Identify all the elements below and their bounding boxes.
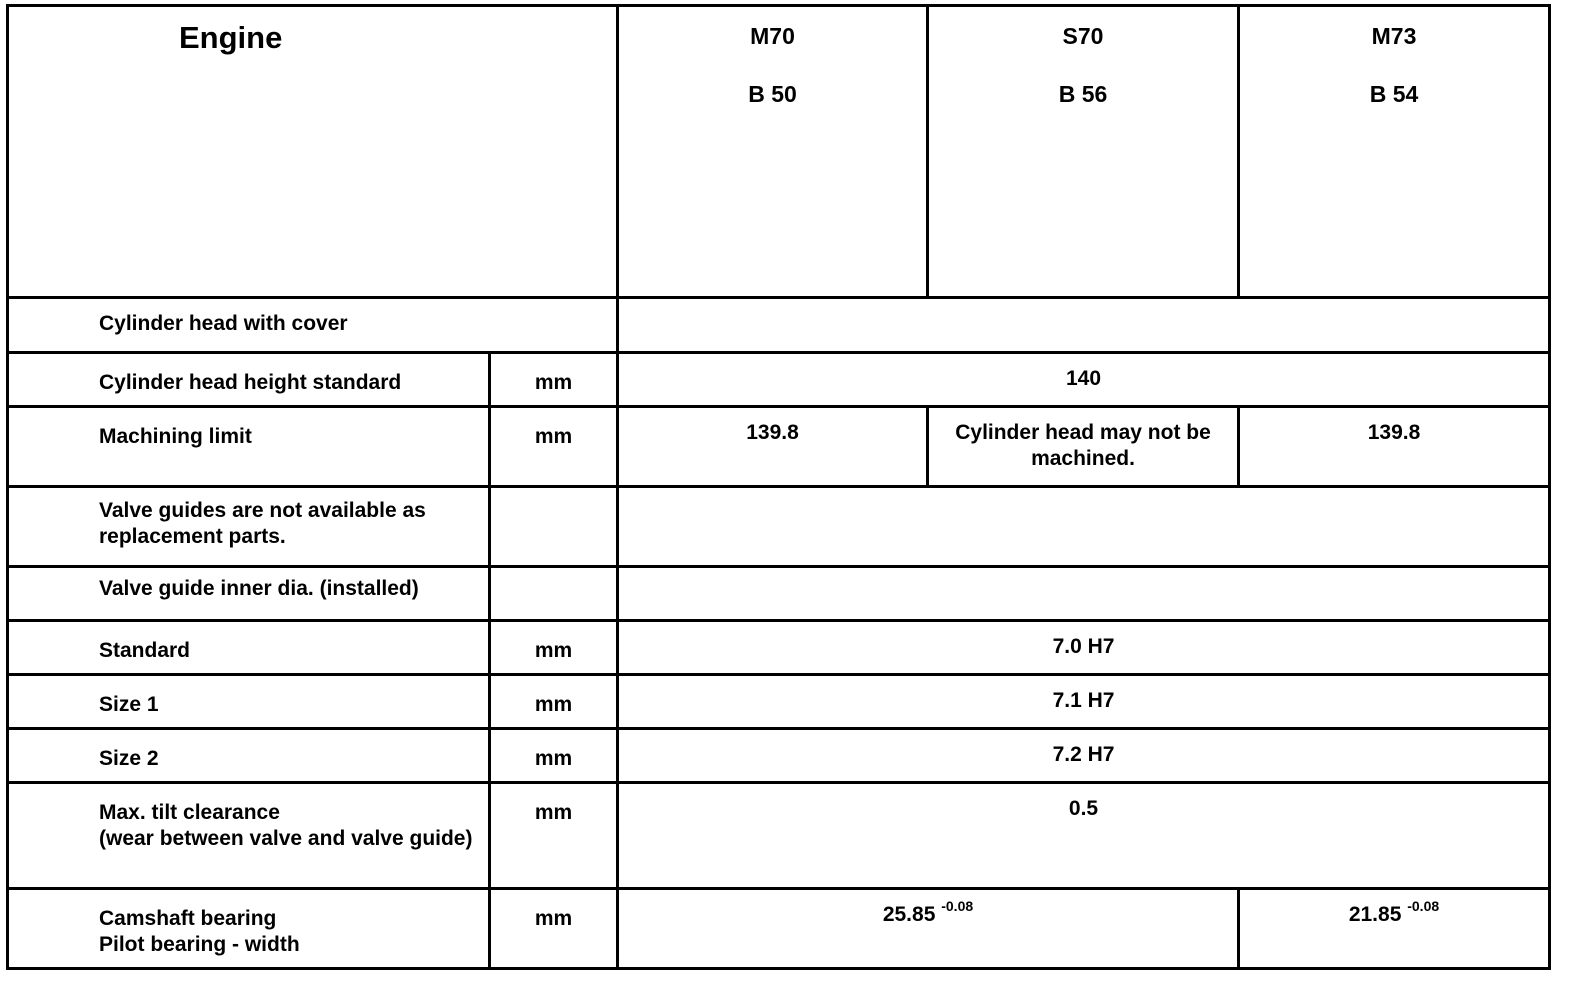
model-variant: B 50 [748, 81, 797, 107]
row-value: 7.0 H7 [618, 621, 1550, 675]
spec-table [6, 4, 1551, 970]
header-row [8, 6, 1550, 298]
tolerance-superscript: -0.08 [1407, 898, 1440, 914]
model-code: M73 [1371, 23, 1417, 49]
row-label: Standard [8, 621, 490, 675]
row-label: Cylinder head height standard [8, 353, 490, 407]
empty-cell [618, 298, 1550, 353]
row-value: Cylinder head may not be machined. [928, 407, 1239, 487]
row-unit: mm [490, 889, 618, 969]
row-label: Size 2 [8, 729, 490, 783]
label-line: Pilot bearing - width [99, 933, 300, 956]
table-row [8, 675, 1550, 729]
row-unit: mm [490, 729, 618, 783]
row-value [618, 889, 1239, 969]
table-row [8, 783, 1550, 889]
tolerance-value: 25.85 [882, 903, 936, 926]
model-code: M70 [750, 23, 795, 49]
label-line: Max. tilt clearance [99, 801, 280, 824]
table-row [8, 407, 1550, 487]
row-value: 139.8 [618, 407, 928, 487]
row-value: 140 [618, 353, 1550, 407]
row-value [1239, 889, 1550, 969]
empty-cell [490, 567, 618, 621]
label-line: (wear between valve and valve guide) [99, 827, 473, 850]
row-value: 7.2 H7 [618, 729, 1550, 783]
row-value: 0.5 [618, 783, 1550, 889]
model-variant: B 54 [1369, 81, 1419, 107]
row-label: Valve guides are not available as replacement parts. [8, 487, 490, 567]
model-variant: B 56 [1058, 81, 1108, 107]
section-title: Cylinder head with cover [8, 298, 618, 353]
model-m73-cell [1239, 6, 1550, 298]
row-value: 139.8 [1239, 407, 1550, 487]
row-unit: mm [490, 621, 618, 675]
row-label: Valve guide inner dia. (installed) [8, 567, 490, 621]
table-row [8, 353, 1550, 407]
table-row [8, 729, 1550, 783]
tolerance-superscript: -0.08 [941, 898, 974, 914]
table-row [8, 889, 1550, 969]
section-row [8, 298, 1550, 353]
engine-label: Engine [179, 20, 283, 55]
engine-header-cell [8, 6, 618, 298]
row-label: Machining limit [8, 407, 490, 487]
row-value: 7.1 H7 [618, 675, 1550, 729]
empty-cell [618, 487, 1550, 567]
label-line: Camshaft bearing [99, 907, 277, 930]
row-unit: mm [490, 675, 618, 729]
empty-cell [618, 567, 1550, 621]
table-row [8, 567, 1550, 621]
tolerance-value: 21.85 [1348, 903, 1402, 926]
row-unit: mm [490, 783, 618, 889]
table-row [8, 621, 1550, 675]
table-row [8, 487, 1550, 567]
model-m70-cell [618, 6, 928, 298]
row-label [8, 889, 490, 969]
empty-cell [490, 487, 618, 567]
row-unit: mm [490, 407, 618, 487]
row-label [8, 783, 490, 889]
row-unit: mm [490, 353, 618, 407]
row-label: Size 1 [8, 675, 490, 729]
model-s70-cell [928, 6, 1239, 298]
model-code: S70 [1062, 23, 1104, 49]
